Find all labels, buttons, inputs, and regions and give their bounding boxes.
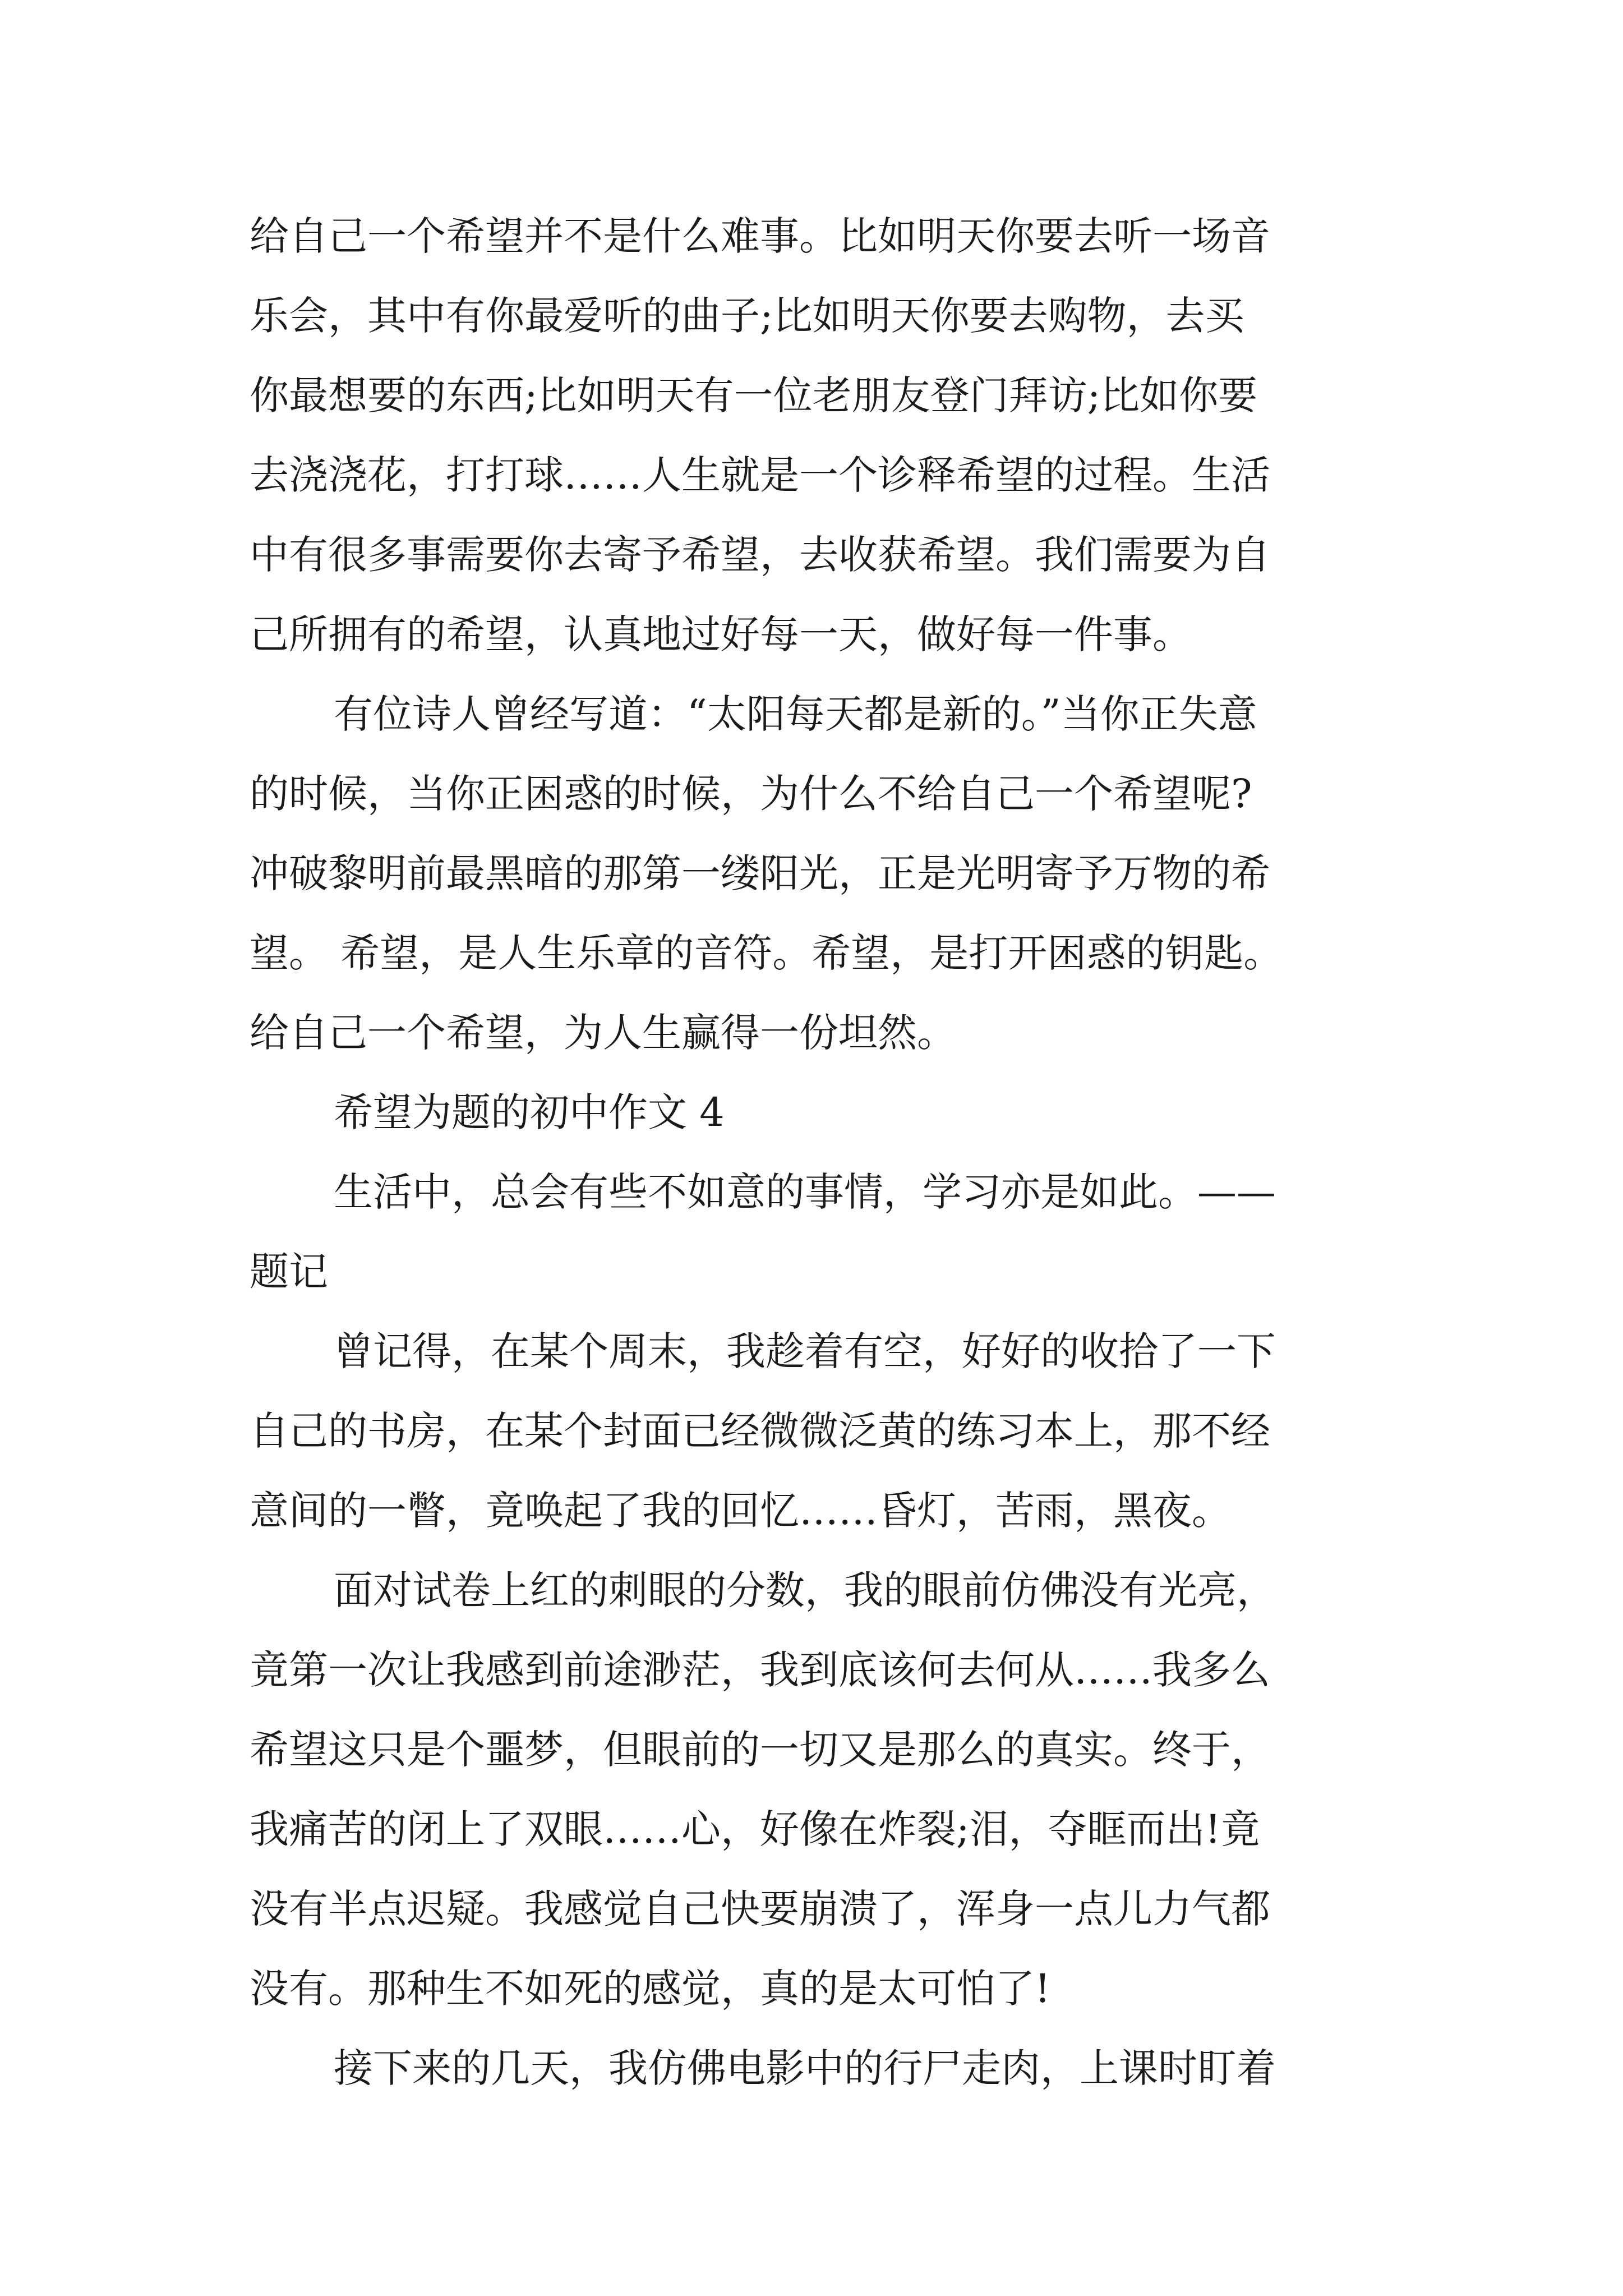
text-line: 没有半点迟疑。我感觉自己快要崩溃了，浑身一点儿力气都 xyxy=(250,1886,1270,1932)
paragraph xyxy=(250,1550,1416,2028)
text-line: 曾记得，在某个周末，我趁着有空，好好的收拾了一下 xyxy=(334,1328,1276,1374)
text-line: 希望为题的初中作文 4 xyxy=(334,1089,725,1135)
text-line: 题记 xyxy=(250,1249,328,1295)
text-line: 意间的一瞥，竟唤起了我的回忆……昏灯，苦雨，黑夜。 xyxy=(250,1488,1231,1534)
text-line: 你最想要的东西;比如明天有一位老朋友登门拜访;比如你要 xyxy=(250,372,1258,418)
text-line: 的时候，当你正困惑的时候，为什么不给自己一个希望呢? xyxy=(250,771,1252,817)
text-line: 中有很多事需要你去寄予希望，去收获希望。我们需要为自 xyxy=(250,532,1270,578)
text-line: 给自己一个希望，为人生赢得一份坦然。 xyxy=(250,1010,956,1056)
document-body xyxy=(250,196,1416,2108)
paragraph xyxy=(250,1312,1416,1550)
text-line: 希望这只是个噩梦，但眼前的一切又是那么的真实。终于， xyxy=(250,1727,1270,1773)
text-line: 竟第一次让我感到前途渺茫，我到底该何去何从……我多么 xyxy=(250,1647,1270,1693)
paragraph xyxy=(250,196,1416,674)
text-line: 生活中，总会有些不如意的事情，学习亦是如此。—— xyxy=(334,1169,1276,1215)
text-line: 给自己一个希望并不是什么难事。比如明天你要去听一场音 xyxy=(250,213,1270,259)
text-line: 己所拥有的希望，认真地过好每一天，做好每一件事。 xyxy=(250,611,1192,657)
text-line: 冲破黎明前最黑暗的那第一缕阳光，正是光明寄予万物的希 xyxy=(250,850,1270,896)
text-line: 望。 希望，是人生乐章的音符。希望，是打开困惑的钥匙。 xyxy=(250,930,1283,976)
paragraph xyxy=(250,1073,1416,1152)
text-line: 去浇浇花，打打球……人生就是一个诊释希望的过程。生活 xyxy=(250,452,1270,498)
paragraph xyxy=(250,1152,1416,1312)
text-line: 我痛苦的闭上了双眼……心，好像在炸裂;泪，夺眶而出!竟 xyxy=(250,1806,1260,1852)
paragraph xyxy=(250,674,1416,1073)
text-line: 面对试卷上红的刺眼的分数，我的眼前仿佛没有光亮， xyxy=(334,1567,1276,1613)
text-line: 乐会，其中有你最爱听的曲子;比如明天你要去购物，去买 xyxy=(250,293,1244,339)
text-line: 没有。那种生不如死的感觉，真的是太可怕了! xyxy=(250,1966,1051,2012)
text-line: 自己的书房，在某个封面已经微微泛黄的练习本上，那不经 xyxy=(250,1408,1270,1454)
paragraph xyxy=(250,2028,1416,2108)
text-line: 有位诗人曾经写道：“太阳每天都是新的。”当你正失意 xyxy=(334,691,1257,737)
text-line: 接下来的几天，我仿佛电影中的行尸走肉，上课时盯着 xyxy=(334,2045,1276,2091)
